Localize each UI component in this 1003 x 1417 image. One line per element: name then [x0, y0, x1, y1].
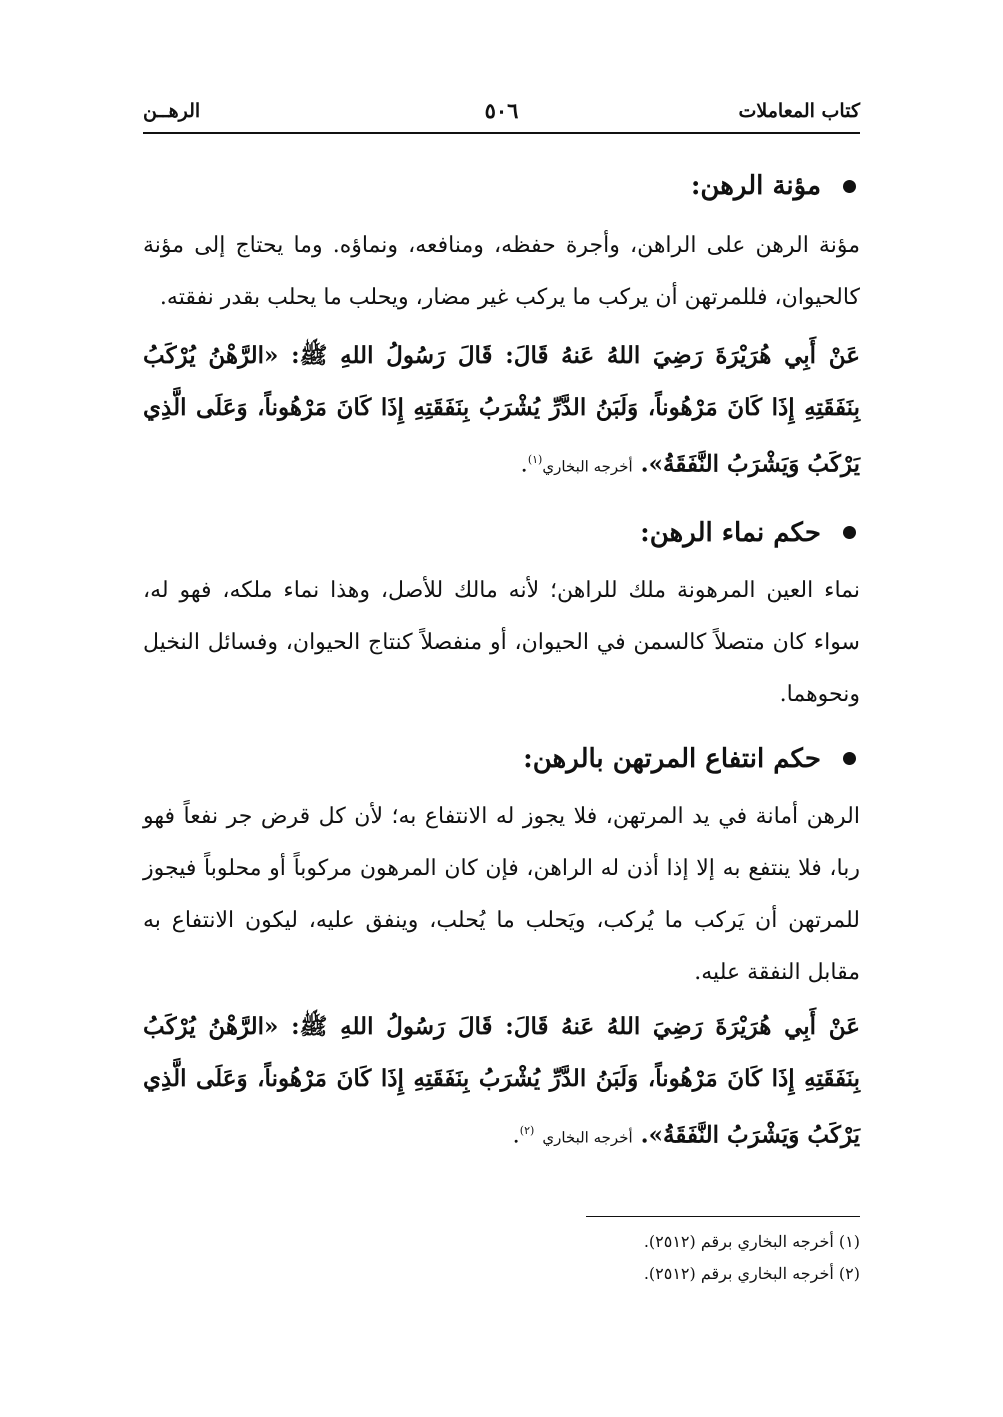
section-heading [143, 507, 860, 559]
section-heading-text: حكم نماء الرهن: [640, 517, 821, 548]
page-number: ٥٠٦ [484, 98, 519, 123]
book-title: كتاب المعاملات [738, 100, 860, 122]
section-heading-text: مؤنة الرهن: [690, 171, 821, 201]
hadith-source: أخرجه البخاري [542, 1128, 633, 1147]
footnotes [360, 1226, 860, 1290]
hadith-text: عَنْ أَبِي هُرَيْرَةَ رَضِيَ اللهُ عَنهُ قَالَ: قَالَ رَسُولُ اللهِ ﷺ: «الرَّهْنُ يُرْكَبُ بِنَفَقَتِهِ إِذَا كَانَ مَرْهُوناً، وَلَبَنُ الدَّرِّ يُشْرَبُ بِنَفَقَتِهِ إِذَا كَانَ مَرْهُوناً، وَعَلَى الَّذِي يَرْكَبُ وَيَشْرَبُ النَّفَقَةُ». [143, 1012, 860, 1149]
footnote-reference: (٢) [519, 1123, 535, 1137]
end-period: . [520, 451, 528, 478]
section-heading-text: حكم انتفاع المرتهن بالرهن: [523, 743, 821, 774]
section-paragraph: الرهن أمانة في يد المرتهن، فلا يجوز له الانتفاع به؛ لأن كل قرض جر نفعاً فهو ربا، فلا ينتفع به إلا إذا أذن له الراهن، فإن كان المرهون مركوباً أو محلوباً فيجوز للمرتهن أن يَركب ما يُركب، ويَحلب ما يُحلب، وينفق عليه، ليكون الانتفاع به مقابل النفقة عليه. [143, 803, 860, 985]
header-divider [143, 132, 860, 134]
hadith-quote [143, 1001, 860, 1164]
hadith-text: عَنْ أَبِي هُرَيْرَةَ رَضِيَ اللهُ عَنهُ قَالَ: قَالَ رَسُولُ اللهِ ﷺ: «الرَّهْنُ يُرْكَبُ بِنَفَقَتِهِ إِذَا كَانَ مَرْهُوناً، وَلَبَنُ الدَّرِّ يُشْرَبُ بِنَفَقَتِهِ إِذَا كَانَ مَرْهُوناً، وَعَلَى الَّذِي يَرْكَبُ وَيَشْرَبُ النَّفَقَةُ». [143, 342, 860, 478]
bullet-icon [843, 752, 856, 765]
footnote: (٢) أخرجه البخاري برقم (٢٥١٢). [643, 1264, 860, 1283]
section-heading [143, 160, 860, 212]
section-paragraph: نماء العين المرهونة ملك للراهن؛ لأنه مالك للأصل، وهذا نماء ملكه، فهو له، سواء كان متصلاً كالسمن في الحيوان، أو منفصلاً كنتاج الحيوان، وفسائل النخيل ونحوهما. [143, 577, 860, 707]
end-period: . [512, 1122, 520, 1149]
footnote-reference: (١) [527, 453, 543, 466]
hadith-source: أخرجه البخاري [542, 457, 633, 476]
footnote: (١) أخرجه البخاري برقم (٢٥١٢). [643, 1232, 860, 1251]
running-header [143, 96, 860, 136]
bullet-icon [843, 180, 856, 193]
section-paragraph: مؤنة الرهن على الراهن، وأجرة حفظه، ومنافعه، ونماؤه. وما يحتاج إلى مؤنة كالحيوان، فللمرتهن أن يركب ما يركب غير مضار، ويحلب ما يحلب بقدر نفقته. [143, 233, 861, 310]
hadith-quote [143, 330, 860, 493]
footnote-divider [586, 1216, 860, 1217]
chapter-title: الرهــن [143, 100, 201, 122]
page-body [143, 160, 860, 1163]
bullet-icon [843, 526, 856, 539]
section-heading [143, 733, 860, 785]
